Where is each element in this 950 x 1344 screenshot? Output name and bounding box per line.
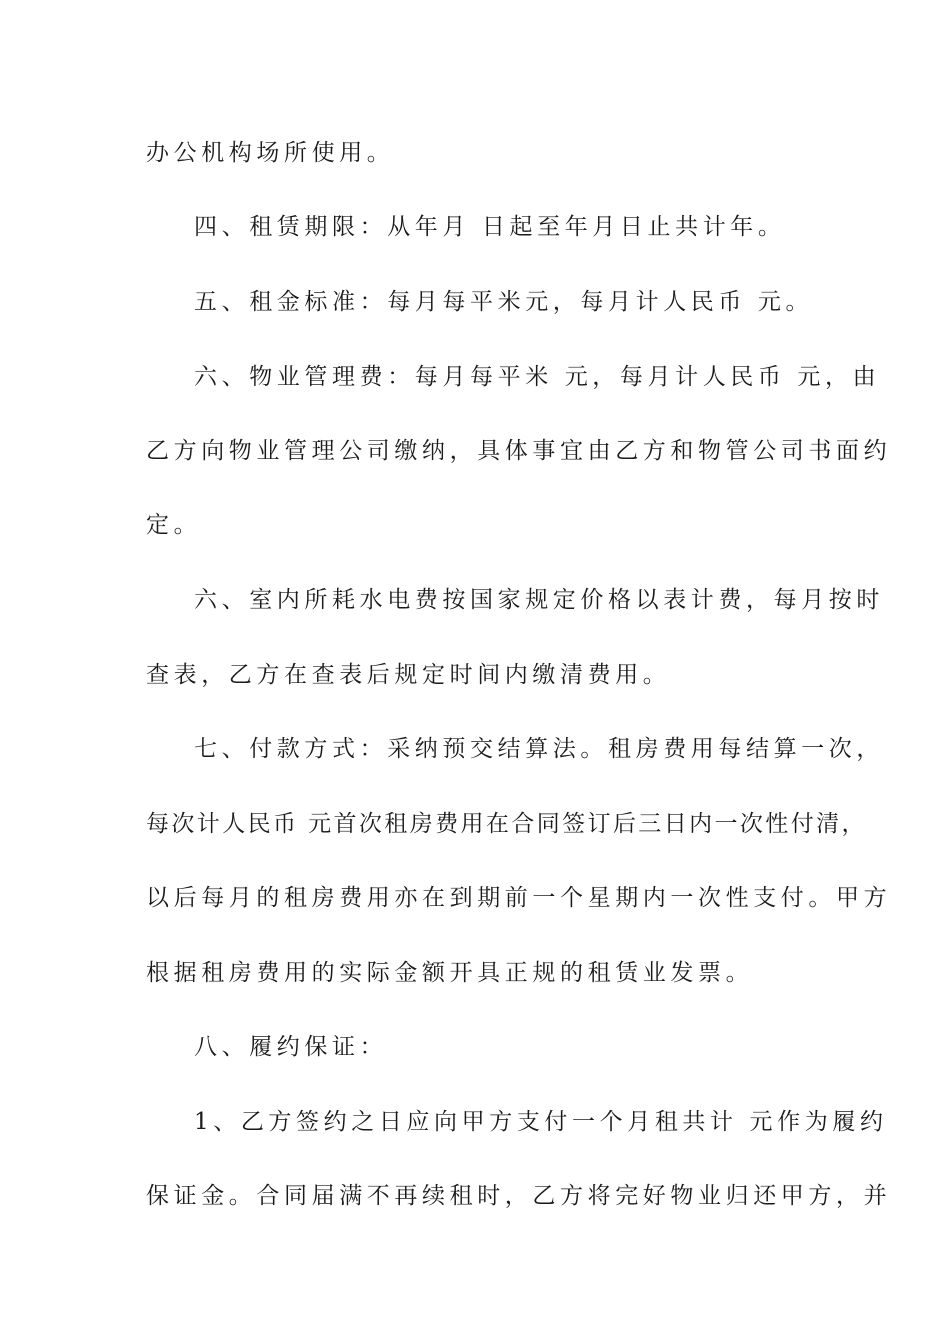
text-line: 五、租金标准：每月每平米元，每月计人民币 元。	[194, 289, 814, 315]
text-line: 六、物业管理费：每月每平米 元，每月计人民币 元，由	[194, 364, 881, 390]
text-line: 查表，乙方在查表后规定时间内缴清费用。	[146, 662, 671, 688]
text-line: 每次计人民币 元首次租房费用在合同签订后三日内一次性付清，	[146, 811, 867, 837]
text-line: 根据租房费用的实际金额开具正规的租赁业发票。	[146, 960, 754, 986]
text-line: 乙方向物业管理公司缴纳，具体事宜由乙方和物管公司书面约	[146, 438, 892, 464]
text-line: 八、履约保证：	[194, 1034, 388, 1060]
text-line: 以后每月的租房费用亦在到期前一个星期内一次性支付。甲方	[146, 885, 892, 911]
text-line: 四、租赁期限：从年月 日起至年月日止共计年。	[194, 214, 786, 240]
text-line: 六、室内所耗水电费按国家规定价格以表计费，每月按时	[194, 587, 884, 613]
text-line: 办公机构场所使用。	[146, 140, 395, 166]
text-line: 七、付款方式：采纳预交结算法。租房费用每结算一次，	[194, 736, 884, 762]
text-line: 保证金。合同届满不再续租时，乙方将完好物业归还甲方，并	[146, 1183, 892, 1209]
text-line: 1、乙方签约之日应向甲方支付一个月租共计 元作为履约	[194, 1109, 888, 1135]
text-line: 定。	[146, 512, 202, 538]
